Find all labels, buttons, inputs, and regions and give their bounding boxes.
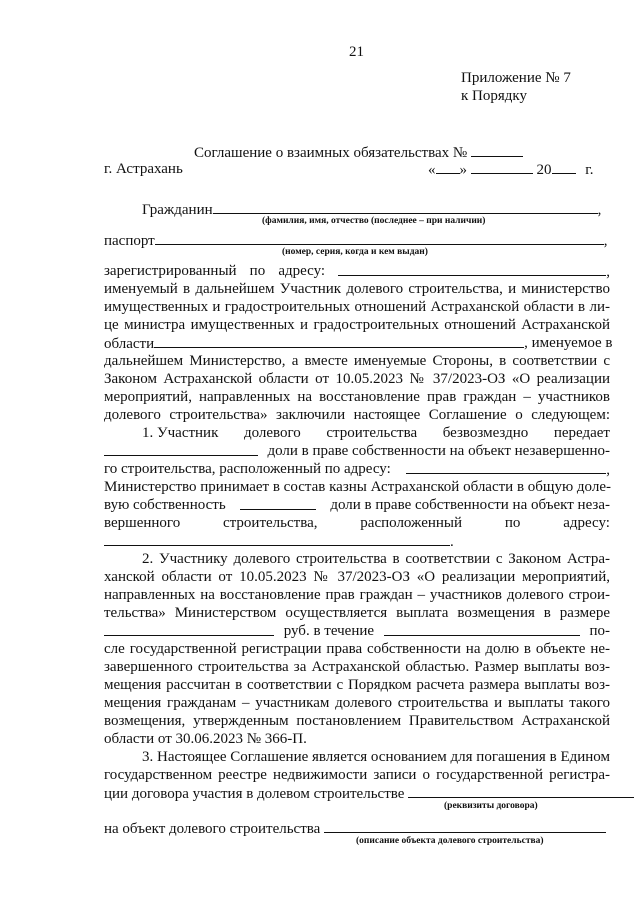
preamble-word: адресу: xyxy=(278,263,326,279)
object-description-blank xyxy=(324,819,606,833)
preamble-line-5 xyxy=(104,334,613,353)
p2-line: завершенного строительства за Астраханской областью. Размер выплаты воз- xyxy=(104,659,610,675)
citizen-name-blank xyxy=(213,200,598,214)
ministry-address-blank xyxy=(104,532,450,546)
year-suffix: г. xyxy=(585,162,594,178)
p1-line-6 xyxy=(104,514,610,532)
p1-word: долевого xyxy=(243,425,301,441)
contract-details-caption: (реквизиты договора) xyxy=(444,801,538,811)
p2-line: возмещения, утвержденным постановлением Правительством Астраханской xyxy=(104,713,610,729)
preamble-line: имущественных и градостроительных отношений Астраханской области в ли- xyxy=(104,299,610,315)
city: г. Астрахань xyxy=(104,161,183,177)
p2-line: тельства» Министерством осуществляется выплата возмещения в размере xyxy=(104,605,610,621)
passport-caption: (номер, серия, когда и кем выдан) xyxy=(282,247,428,257)
citizen-line: Гражданин , xyxy=(142,202,602,218)
appendix-reference: к Порядку xyxy=(461,88,527,104)
object-address-blank xyxy=(406,460,606,474)
p1-word: строительства, xyxy=(223,515,318,531)
p2-line: сле государственной регистрации права собственности на долю в объекте не- xyxy=(104,641,610,657)
p1-line-1 xyxy=(104,424,610,442)
contract-details-blank xyxy=(408,784,634,798)
p1-line-2 xyxy=(104,442,610,460)
p3-line: 3. Настоящее Соглашение является основанием для погашения в Едином xyxy=(142,749,610,765)
passport-label: паспорт xyxy=(104,233,155,249)
p2-line: мещения гражданам – участникам долевого строительства и выплаты такого xyxy=(104,695,610,711)
p1-text: го строительства, расположенный по адресу: xyxy=(104,461,391,477)
p1-word: расположенный xyxy=(360,515,463,531)
date-open-quote: « xyxy=(428,162,436,178)
p1-text: доли в праве собственности на объект неза- xyxy=(330,497,610,513)
preamble-line: це министра имущественных и градостроительных отношений Астраханской xyxy=(104,317,610,333)
citizen-label: Гражданин xyxy=(142,202,213,218)
preamble-word: , именуемое в xyxy=(524,335,613,351)
preamble-line: мероприятий, направленных на восстановление прав граждан – участников xyxy=(104,389,610,405)
agreement-number-blank xyxy=(471,143,523,157)
p1-line-3: го строительства, расположенный по адресу: , xyxy=(104,461,610,478)
appendix-number: Приложение № 7 xyxy=(461,70,571,86)
preamble-line-1: зарегистрированный по адресу: , xyxy=(104,263,610,280)
object-description-caption: (описание объекта долевого строительства) xyxy=(356,836,544,846)
p1-word: передает xyxy=(553,425,610,441)
p2-line: направленных на восстановление прав граждан – участников долевого строи- xyxy=(104,587,610,603)
p3-text: ции договора участия в долевом строительстве xyxy=(104,786,405,802)
date-line xyxy=(428,160,593,179)
p2-line: мещения рассчитан в соответствии с Порядком расчета размера выплаты воз- xyxy=(104,677,610,693)
date-close-quote: » xyxy=(459,162,467,178)
payment-term-blank xyxy=(384,622,580,636)
ownership-share-blank xyxy=(240,496,316,510)
preamble-word: зарегистрированный xyxy=(104,263,237,279)
preamble-word: по xyxy=(249,263,266,279)
day-blank xyxy=(436,160,460,174)
p2-line: области от 30.06.2023 № 366-П. xyxy=(104,731,307,747)
official-name-blank xyxy=(154,334,524,348)
passport-blank xyxy=(155,231,604,245)
p1-word: адресу: xyxy=(563,515,610,531)
agreement-title-text: Соглашение о взаимных обязательствах № xyxy=(194,145,468,161)
p1-line-7: . xyxy=(104,532,610,551)
share-blank xyxy=(104,442,258,456)
p1-word: по xyxy=(504,515,521,531)
p3-line: государственном реестре недвижимости записи о государственной регистра- xyxy=(104,767,610,783)
preamble-line: именуемый в дальнейшем Участник долевого строительства, и министерство xyxy=(104,281,610,297)
p3-text: на объект долевого строительства xyxy=(104,821,321,837)
preamble-line: долевого строительства» заключили настоящее Соглашение о следующем: xyxy=(104,407,610,423)
address-blank xyxy=(338,262,606,276)
preamble-word: области xyxy=(104,336,155,352)
p1-word: безвозмездно xyxy=(442,425,529,441)
preamble-line: дальнейшем Министерство, а вместе именуемые Стороны, в соответствии с xyxy=(104,353,610,369)
p2-line: ханской области от 10.05.2023 № 37/2023-ОЗ «О реализации мероприятий, xyxy=(104,569,610,585)
p1-word: вершенного xyxy=(104,515,181,531)
preamble-line: Законом Астраханской области от 10.05.2023 № 37/2023-ОЗ «О реализации xyxy=(104,371,610,387)
year-prefix: 20 xyxy=(536,162,552,178)
p1-text: доли в праве собственности на объект незавершенно- xyxy=(267,443,610,459)
year-blank xyxy=(552,160,576,174)
p1-word: строительства xyxy=(326,425,418,441)
p1-line-5 xyxy=(104,496,610,514)
p2-line-5 xyxy=(104,622,610,640)
payment-amount-blank xyxy=(104,622,274,636)
citizen-caption: (фамилия, имя, отчество (последнее – при наличии) xyxy=(262,216,486,226)
p1-word: 1. Участник xyxy=(142,425,219,441)
p2-text: руб. в течение xyxy=(283,623,375,639)
month-blank xyxy=(471,160,533,174)
p2-text: по- xyxy=(589,623,610,639)
page-number: 21 xyxy=(349,44,364,60)
p2-line: 2. Участнику долевого строительства в соответствии с Законом Астра- xyxy=(142,551,610,567)
p1-text: вую собственность xyxy=(104,497,226,513)
passport-line: паспорт , xyxy=(104,233,608,249)
p1-line: Министерство принимает в состав казны Астраханской области в общую доле- xyxy=(104,479,611,495)
